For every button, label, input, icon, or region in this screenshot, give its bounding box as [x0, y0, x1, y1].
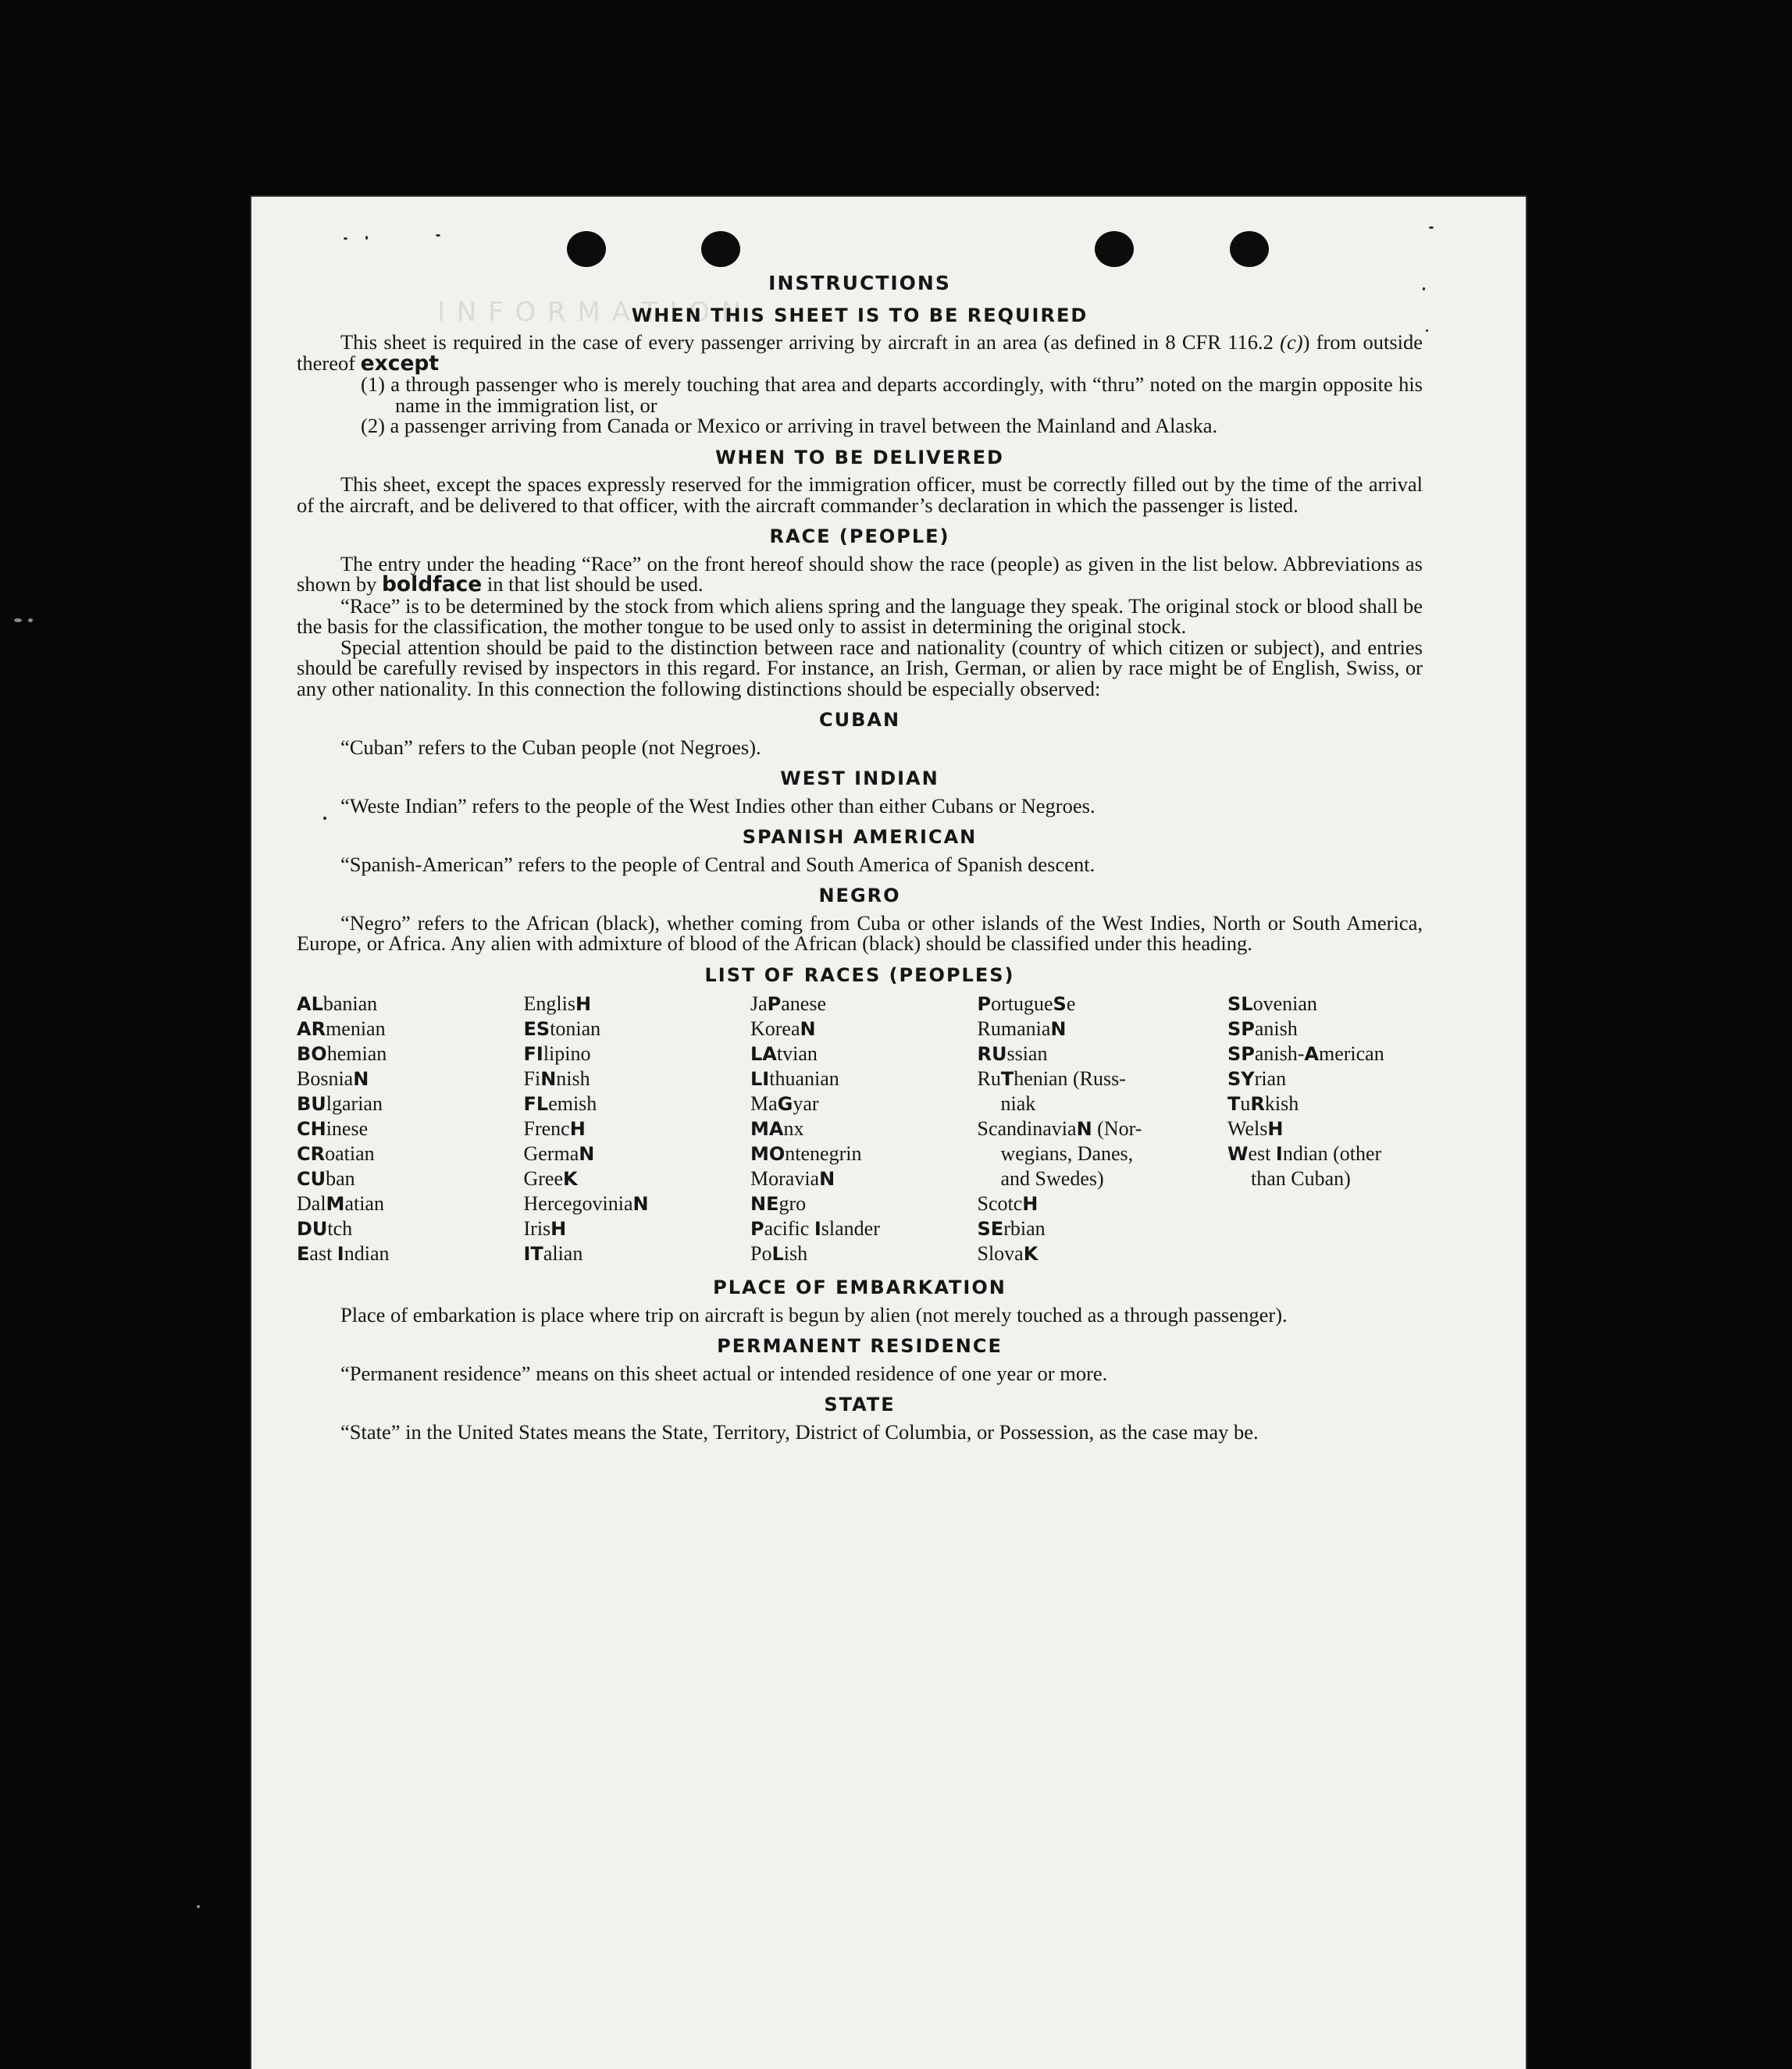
- race-entry: [750, 1241, 977, 1266]
- race-text-part: nx: [783, 1117, 804, 1140]
- race-abbrev-part: CR: [297, 1143, 326, 1165]
- race-abbrev-part: N: [632, 1193, 649, 1215]
- speck: [1426, 329, 1428, 332]
- race-text-part: thuanian: [769, 1067, 839, 1090]
- race-text-part: Fi: [523, 1067, 541, 1090]
- race-text-part: tonian: [550, 1017, 601, 1040]
- race-p1-a: The entry under the heading “Race” on the front hereof should show the race (people) as given in the list below. Abbreviations as shown by: [297, 551, 1423, 596]
- race-entry: [978, 1191, 1227, 1216]
- when-delivered-heading: WHEN TO BE DELIVERED: [715, 446, 1004, 468]
- race-entry: [978, 992, 1227, 1017]
- instructions-heading: INSTRUCTIONS: [768, 272, 951, 294]
- race-entry: [750, 992, 977, 1017]
- cuban-text: “Cuban” refers to the Cuban people (not Negroes).: [340, 735, 761, 759]
- race-text-part: anish-: [1254, 1042, 1305, 1065]
- race-text-part: Iris: [523, 1217, 551, 1240]
- race-text-part: menian: [326, 1017, 386, 1040]
- race-text-part: Dal: [297, 1192, 326, 1215]
- race-abbrev-part: I: [814, 1218, 821, 1240]
- race-entry: [1227, 1017, 1423, 1042]
- negro-text: “Negro” refers to the African (black), whether coming from Cuba or other islands of the West Indies, North or South America, Europe, or Africa. Any alien with admixture of blood of the African (black) should be classified under this heading.: [297, 910, 1423, 955]
- race-entry: [524, 1017, 750, 1042]
- permanent-residence-text: “Permanent residence” means on this sheet actual or intended residence of one year or more.: [340, 1361, 1108, 1385]
- race-entry: [297, 1042, 523, 1067]
- race-text-part: rian: [1254, 1067, 1287, 1090]
- race-heading: RACE (PEOPLE): [769, 525, 950, 547]
- race-text-part: ban: [326, 1167, 355, 1190]
- race-text-part: Scotc: [977, 1192, 1023, 1215]
- race-text-part: Ma: [750, 1092, 778, 1115]
- race-text-part: Englis: [523, 992, 575, 1015]
- race-abbrev-part: LI: [750, 1068, 770, 1090]
- state-text: “State” in the United States means the State, Territory, District of Columbia, or Possession, as the case may be.: [340, 1419, 1259, 1444]
- embarkation-heading: PLACE OF EMBARKATION: [713, 1277, 1006, 1298]
- state-heading: STATE: [824, 1394, 896, 1416]
- speck: [1429, 226, 1434, 229]
- race-text-part: kish: [1264, 1092, 1299, 1115]
- race-abbrev-part: R: [1250, 1093, 1265, 1115]
- race-entry: [297, 992, 523, 1017]
- race-entry: [297, 1216, 523, 1241]
- race-text-part: Moravia: [750, 1167, 820, 1190]
- race-abbrev-part: FL: [523, 1093, 549, 1115]
- race-p1-b: in that list should be used.: [482, 572, 704, 596]
- race-entry: [1227, 1166, 1423, 1191]
- race-abbrev-part: N: [819, 1168, 835, 1190]
- race-abbrev-part: H: [1022, 1193, 1039, 1215]
- race-abbrev-part: ES: [523, 1018, 550, 1040]
- race-abbrev-part: P: [767, 993, 782, 1015]
- race-entry: [1227, 992, 1423, 1017]
- race-text-part: ast: [309, 1242, 337, 1265]
- race-abbrev-part: MO: [750, 1143, 786, 1165]
- race-entry: [297, 1141, 523, 1166]
- race-abbrev-part: E: [297, 1243, 310, 1265]
- race-abbrev-part: AL: [297, 993, 323, 1015]
- speck: [28, 618, 33, 622]
- race-abbrev-part: SP: [1227, 1018, 1255, 1040]
- race-text-part: (Nor-: [1092, 1117, 1142, 1140]
- race-entry: [978, 1116, 1227, 1141]
- spanish-american-text: “Spanish-American” refers to the people of Central and South America of Spanish descent.: [340, 852, 1096, 876]
- race-text-part: ntenegrin: [785, 1142, 862, 1165]
- race-text-part: yar: [793, 1092, 819, 1115]
- race-abbrev-part: N: [1076, 1118, 1092, 1140]
- race-text-part: tvian: [776, 1042, 818, 1065]
- race-text-part: hemian: [326, 1042, 387, 1065]
- race-entry: [297, 1067, 523, 1091]
- race-abbrev-part: RU: [977, 1043, 1007, 1065]
- race-text-part: Rumania: [977, 1017, 1051, 1040]
- race-entry: [524, 1216, 750, 1241]
- race-text-part: ish: [783, 1242, 808, 1265]
- race-abbrev-part: L: [771, 1243, 784, 1265]
- punch-hole-1: [567, 231, 606, 267]
- race-text-part: emish: [548, 1092, 597, 1115]
- required-intro-b: ) from outside thereof: [297, 330, 1423, 375]
- race-text-part: rbian: [1003, 1217, 1046, 1240]
- race-entry: [297, 1166, 523, 1191]
- race-entry: [750, 1116, 977, 1141]
- negro-heading: NEGRO: [818, 885, 901, 906]
- race-abbrev-part: H: [575, 993, 592, 1015]
- required-intro: [297, 332, 1423, 374]
- race-abbrev-part: H: [550, 1218, 567, 1240]
- race-entry: [750, 1166, 977, 1191]
- except-word: except: [360, 351, 440, 376]
- race-abbrev-part: H: [569, 1118, 586, 1140]
- races-column: [750, 992, 977, 1266]
- race-abbrev-part: CU: [297, 1168, 326, 1190]
- race-entry: [524, 1166, 750, 1191]
- race-text-part: anish: [1254, 1017, 1298, 1040]
- race-text-part: Gree: [523, 1167, 564, 1190]
- required-item-1: (1) a through passenger who is merely touching that area and departs accordingly, with “thru” noted on the margin opposite his name in the immigration list, or: [361, 372, 1423, 417]
- race-abbrev-part: N: [579, 1143, 595, 1165]
- race-entry: [524, 1091, 750, 1116]
- race-abbrev-part: CH: [297, 1118, 326, 1140]
- race-paragraph-2: “Race” is to be determined by the stock from which aliens spring and the language they speak. The original stock or blood shall be the basis for the classification, the mother tongue to be used only to assist in determining the original stock.: [297, 593, 1423, 638]
- instructions-content: [297, 273, 1423, 1442]
- race-entry: [978, 1091, 1227, 1116]
- race-text-part: Hercegovinia: [523, 1192, 633, 1215]
- race-entry: [524, 1141, 750, 1166]
- race-text-part: est: [1248, 1142, 1276, 1165]
- race-abbrev-part: T: [1000, 1068, 1014, 1090]
- race-text-part: Scandinavia: [977, 1117, 1077, 1140]
- when-required-heading: WHEN THIS SHEET IS TO BE REQUIRED: [631, 304, 1088, 326]
- race-text-part: ortugue: [991, 992, 1053, 1015]
- race-entry: [297, 1116, 523, 1141]
- race-text-part: tch: [327, 1217, 353, 1240]
- race-text-part: banian: [322, 992, 378, 1015]
- race-entry: [1227, 1042, 1423, 1067]
- race-entry: [524, 1191, 750, 1216]
- race-abbrev-part: SP: [1227, 1043, 1255, 1065]
- race-text-part: wegians, Danes,: [1000, 1142, 1134, 1165]
- boldface-word: boldface: [381, 572, 483, 596]
- races-column: [524, 992, 750, 1266]
- race-entry: [750, 1216, 977, 1241]
- race-abbrev-part: SY: [1227, 1068, 1255, 1090]
- race-entry: [750, 1042, 977, 1067]
- race-entry: [978, 1166, 1227, 1191]
- race-entry: [297, 1241, 523, 1266]
- race-abbrev-part: I: [1275, 1143, 1283, 1165]
- list-of-races-heading: LIST OF RACES (PEOPLES): [704, 963, 1015, 986]
- race-entry: [297, 1191, 523, 1216]
- races-column: [297, 992, 523, 1266]
- race-abbrev-part: NE: [750, 1193, 779, 1215]
- race-abbrev-part: BU: [297, 1093, 326, 1115]
- race-abbrev-part: AR: [297, 1018, 326, 1040]
- race-text-part: inese: [326, 1117, 369, 1140]
- spanish-american-heading: SPANISH AMERICAN: [742, 826, 978, 848]
- race-text-part: Frenc: [523, 1117, 570, 1140]
- race-text-part: ovenian: [1252, 992, 1317, 1015]
- permanent-residence-heading: PERMANENT RESIDENCE: [717, 1335, 1003, 1357]
- race-entry: [978, 1141, 1227, 1166]
- race-text-part: alian: [543, 1242, 583, 1265]
- race-abbrev-part: N: [800, 1018, 816, 1040]
- race-text-part: niak: [1000, 1092, 1036, 1115]
- race-entry: [297, 1017, 523, 1042]
- race-entry: [1227, 1067, 1423, 1091]
- race-abbrev-part: N: [1050, 1018, 1067, 1040]
- race-abbrev-part: SL: [1227, 993, 1253, 1015]
- race-text-part: oatian: [325, 1142, 375, 1165]
- races-list: [297, 992, 1423, 1266]
- race-text-part: lgarian: [326, 1092, 383, 1115]
- race-entry: [978, 1067, 1227, 1091]
- punch-hole-3: [1095, 231, 1134, 267]
- race-entry: [750, 1191, 977, 1216]
- speck: [436, 234, 440, 237]
- race-text-part: and Swedes): [1000, 1167, 1104, 1190]
- required-item-2: (2) a passenger arriving from Canada or Mexico or arriving in travel between the Mainland and Alaska.: [361, 414, 1218, 437]
- race-text-part: e: [1066, 992, 1076, 1015]
- race-text-part: atian: [344, 1192, 384, 1215]
- race-abbrev-part: SE: [977, 1218, 1004, 1240]
- race-entry: [1227, 1141, 1423, 1166]
- west-indian-heading: WEST INDIAN: [780, 767, 939, 789]
- race-entry: [524, 1116, 750, 1141]
- race-abbrev-part: MA: [750, 1118, 784, 1140]
- race-text-part: than Cuban): [1251, 1167, 1351, 1190]
- bleed-through-text: I N F O R M A T I O N: [437, 297, 743, 328]
- race-entry: [978, 1216, 1227, 1241]
- cuban-heading: CUBAN: [818, 709, 901, 731]
- race-abbrev-part: N: [353, 1068, 369, 1090]
- speck: [1423, 287, 1425, 290]
- race-abbrev-part: M: [326, 1193, 345, 1215]
- race-entry: [524, 1067, 750, 1091]
- race-entry: [524, 1042, 750, 1067]
- race-abbrev-part: N: [540, 1068, 557, 1090]
- speck: [365, 236, 368, 240]
- race-entry: [750, 1141, 977, 1166]
- race-text-part: Po: [750, 1242, 772, 1265]
- punch-hole-4: [1230, 231, 1269, 267]
- race-entry: [750, 1091, 977, 1116]
- race-entry: [297, 1091, 523, 1116]
- race-abbrev-part: A: [1304, 1043, 1319, 1065]
- speck: [197, 1905, 200, 1908]
- race-abbrev-part: P: [750, 1218, 764, 1240]
- race-abbrev-part: T: [1227, 1093, 1241, 1115]
- race-text-part: ssian: [1006, 1042, 1048, 1065]
- race-entry: [978, 1017, 1227, 1042]
- race-entry: [978, 1042, 1227, 1067]
- race-abbrev-part: W: [1227, 1143, 1249, 1165]
- race-entry: [524, 992, 750, 1017]
- race-abbrev-part: S: [1053, 993, 1067, 1015]
- race-text-part: Korea: [750, 1017, 800, 1040]
- punch-hole-2: [701, 231, 740, 267]
- race-abbrev-part: P: [977, 993, 992, 1015]
- race-entry: [1227, 1116, 1423, 1141]
- race-text-part: Ja: [750, 992, 768, 1015]
- race-entry: [978, 1241, 1227, 1266]
- race-text-part: Germa: [523, 1142, 579, 1165]
- race-text-part: u: [1240, 1092, 1251, 1115]
- required-intro-a: This sheet is required in the case of every passenger arriving by aircraft in an area (as defined in 8 CFR 116.2: [340, 330, 1281, 354]
- race-paragraph-1: [297, 551, 1423, 596]
- race-text-part: anese: [781, 992, 827, 1015]
- race-entry: [750, 1017, 977, 1042]
- races-column: [1227, 992, 1423, 1266]
- race-abbrev-part: FI: [523, 1043, 543, 1065]
- race-abbrev-part: BO: [297, 1043, 327, 1065]
- race-abbrev-part: IT: [523, 1243, 543, 1265]
- race-text-part: henian (Russ-: [1014, 1067, 1126, 1090]
- race-text-part: lipino: [543, 1042, 591, 1065]
- race-abbrev-part: LA: [750, 1043, 777, 1065]
- race-text-part: Ru: [977, 1067, 1001, 1090]
- race-entry: [1227, 1091, 1423, 1116]
- race-abbrev-part: I: [337, 1243, 344, 1265]
- race-text-part: ndian (other: [1282, 1142, 1382, 1165]
- speck: [14, 618, 22, 622]
- race-abbrev-part: K: [563, 1168, 578, 1190]
- race-text-part: merican: [1319, 1042, 1384, 1065]
- race-text-part: Bosnia: [297, 1067, 354, 1090]
- race-text-part: ndian: [344, 1242, 390, 1265]
- race-abbrev-part: DU: [297, 1218, 328, 1240]
- race-text-part: slander: [821, 1217, 880, 1240]
- embarkation-text: Place of embarkation is place where trip on aircraft is begun by alien (not merely touched as a through passenger).: [340, 1302, 1288, 1327]
- race-text-part: acific: [764, 1217, 814, 1240]
- race-text-part: Wels: [1227, 1117, 1268, 1140]
- race-text-part: Slova: [977, 1242, 1024, 1265]
- race-abbrev-part: K: [1023, 1243, 1039, 1265]
- race-abbrev-part: H: [1267, 1118, 1284, 1140]
- west-indian-text: “Weste Indian” refers to the people of the West Indies other than either Cubans or Negroes.: [340, 793, 1096, 817]
- speck: [344, 237, 347, 240]
- delivered-text: This sheet, except the spaces expressly reserved for the immigration officer, must be correctly filled out by the time of the arrival of the aircraft, and be delivered to that officer, with the aircraft commander’s declaration in which the passenger is listed.: [297, 472, 1423, 517]
- race-paragraph-3: Special attention should be paid to the distinction between race and nationality (country of which citizen or subject), and entries should be carefully revised by inspectors in this regard. For instance, an Irish, German, or alien by race might be of English, Swiss, or any other nationality. In this connection the following distinctions should be especially observed:: [297, 635, 1423, 700]
- race-text-part: gro: [778, 1192, 807, 1215]
- races-column: [978, 992, 1227, 1266]
- race-entry: [750, 1067, 977, 1091]
- race-entry: [524, 1241, 750, 1266]
- race-text-part: nish: [556, 1067, 590, 1090]
- race-abbrev-part: G: [777, 1093, 793, 1115]
- required-intro-c: (c): [1280, 330, 1303, 354]
